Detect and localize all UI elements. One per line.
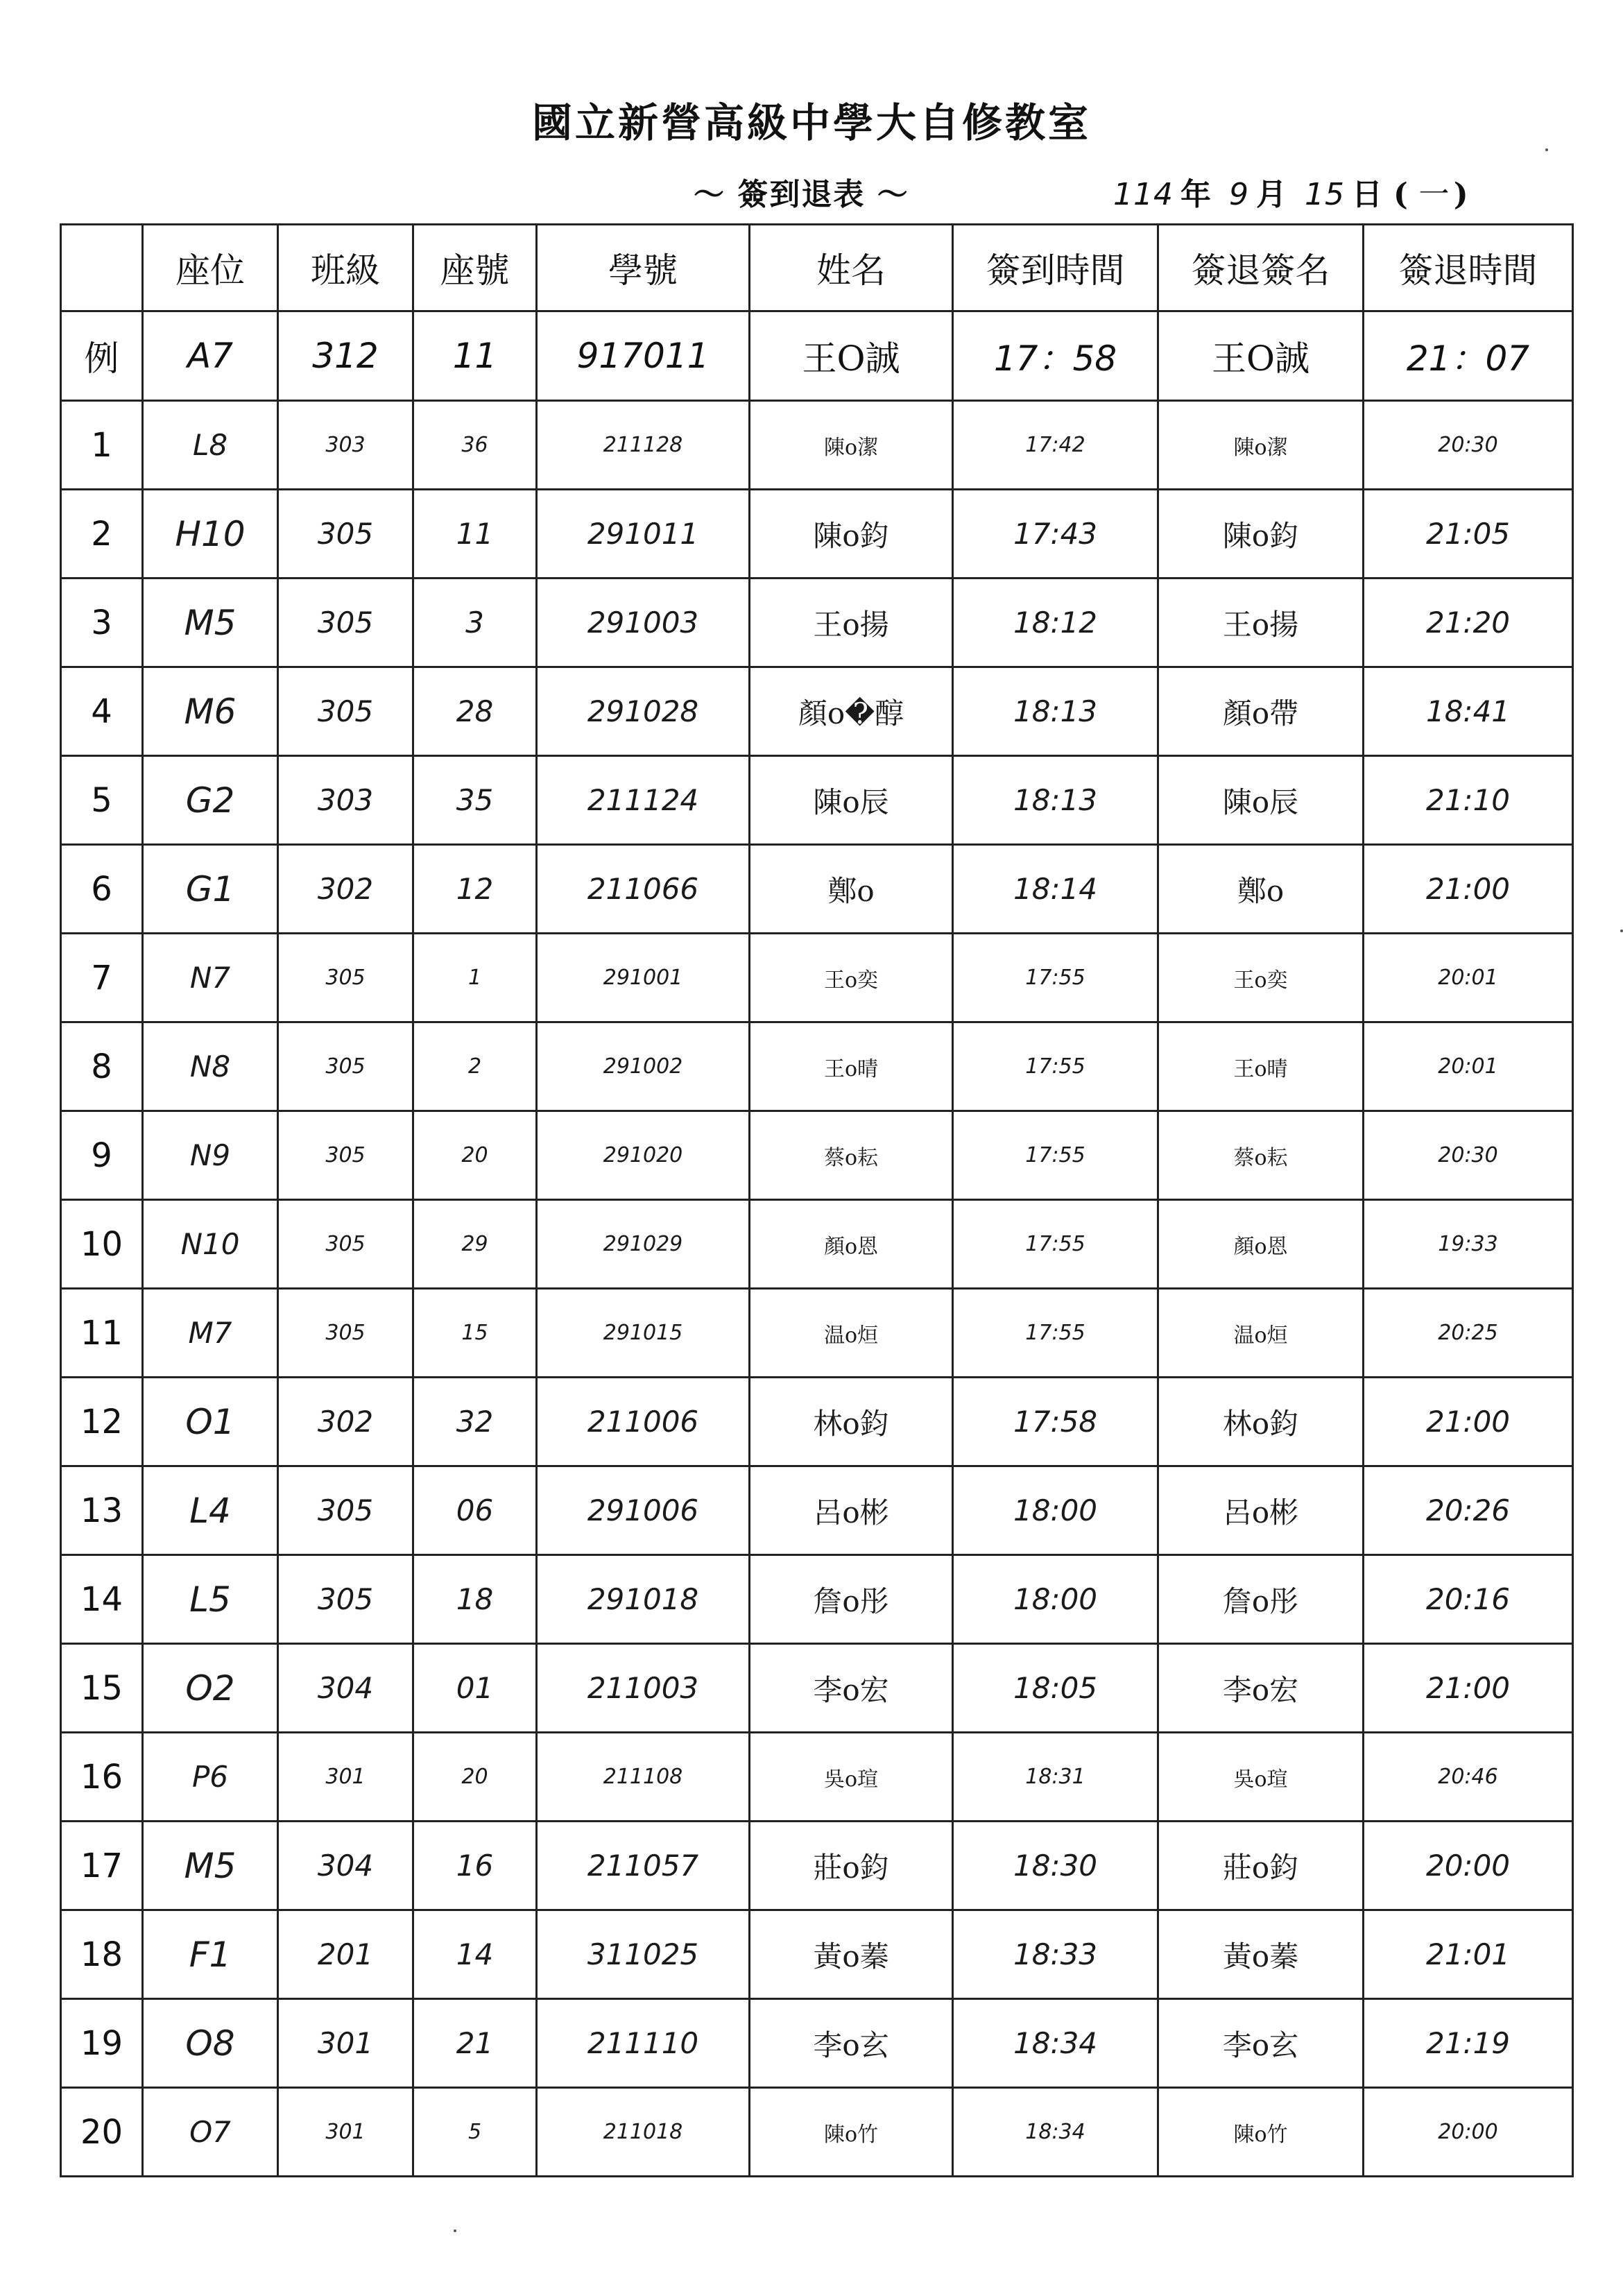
cell-checkout-time: 20:46 xyxy=(1364,1733,1573,1822)
cell-checkout-time: 20:00 xyxy=(1364,2088,1573,2177)
row-number: 8 xyxy=(61,1022,143,1111)
table-row xyxy=(61,1555,1573,1644)
cell-seat: L8 xyxy=(143,401,278,490)
example-seat: A7 xyxy=(143,311,278,401)
cell-seat: N7 xyxy=(143,934,278,1022)
cell-class: 305 xyxy=(278,1555,413,1644)
cell-checkout-signature: 顏o帶 xyxy=(1158,667,1364,756)
cell-student-id: 211128 xyxy=(537,401,750,490)
cell-checkin-time: 17:55 xyxy=(953,1289,1158,1378)
date-day-unit: 日 xyxy=(1351,177,1383,212)
cell-seat-number: 32 xyxy=(413,1378,537,1466)
cell-checkin-time: 18:34 xyxy=(953,2088,1158,2177)
cell-checkout-time: 20:00 xyxy=(1364,1822,1573,1910)
cell-name: 李o玄 xyxy=(750,1999,953,2088)
cell-checkin-time: 17:58 xyxy=(953,1378,1158,1466)
example-student-id: 917011 xyxy=(537,311,750,401)
cell-checkin-time: 17:55 xyxy=(953,1111,1158,1200)
cell-checkout-time: 21:00 xyxy=(1364,845,1573,934)
row-number: 20 xyxy=(61,2088,143,2177)
table-row xyxy=(61,845,1573,934)
cell-checkout-time: 21:20 xyxy=(1364,579,1573,667)
cell-student-id: 211018 xyxy=(537,2088,750,2177)
cell-class: 301 xyxy=(278,1733,413,1822)
row-number: 17 xyxy=(61,1822,143,1910)
cell-seat: O7 xyxy=(143,2088,278,2177)
cell-class: 305 xyxy=(278,934,413,1022)
cell-checkout-time: 20:30 xyxy=(1364,1111,1573,1200)
row-number: 7 xyxy=(61,934,143,1022)
cell-class: 305 xyxy=(278,490,413,579)
row-number: 16 xyxy=(61,1733,143,1822)
row-number: 10 xyxy=(61,1200,143,1289)
cell-student-id: 211057 xyxy=(537,1822,750,1910)
cell-checkout-time: 21:05 xyxy=(1364,490,1573,579)
cell-checkin-time: 18:33 xyxy=(953,1910,1158,1999)
cell-checkin-time: 18:00 xyxy=(953,1466,1158,1555)
cell-checkout-time: 21:10 xyxy=(1364,756,1573,845)
cell-checkin-time: 17:55 xyxy=(953,934,1158,1022)
cell-checkout-signature: 顏o恩 xyxy=(1158,1200,1364,1289)
table-row xyxy=(61,1111,1573,1200)
cell-checkout-time: 20:30 xyxy=(1364,401,1573,490)
cell-seat-number: 29 xyxy=(413,1200,537,1289)
weekday-open-paren: ( xyxy=(1393,177,1409,212)
cell-name: 詹o彤 xyxy=(750,1555,953,1644)
cell-checkout-signature: 吳o瑄 xyxy=(1158,1733,1364,1822)
date-year: 114 xyxy=(1113,177,1174,212)
cell-seat: G1 xyxy=(143,845,278,934)
cell-name: 陳o潔 xyxy=(750,401,953,490)
row-number: 2 xyxy=(61,490,143,579)
cell-checkout-signature: 陳o鈞 xyxy=(1158,490,1364,579)
cell-student-id: 211124 xyxy=(537,756,750,845)
cell-seat-number: 20 xyxy=(413,1111,537,1200)
cell-student-id: 291003 xyxy=(537,579,750,667)
row-number: 12 xyxy=(61,1378,143,1466)
cell-seat-number: 01 xyxy=(413,1644,537,1733)
cell-class: 302 xyxy=(278,845,413,934)
cell-checkout-time: 20:16 xyxy=(1364,1555,1573,1644)
cell-name: 王o奕 xyxy=(750,934,953,1022)
paper-speck xyxy=(1620,929,1623,932)
cell-student-id: 211110 xyxy=(537,1999,750,2088)
cell-checkout-time: 20:25 xyxy=(1364,1289,1573,1378)
cell-checkin-time: 18:12 xyxy=(953,579,1158,667)
cell-student-id: 291002 xyxy=(537,1022,750,1111)
table-row xyxy=(61,1289,1573,1378)
form-date xyxy=(1106,169,1469,214)
table-row xyxy=(61,1999,1573,2088)
header-seat: 座位 xyxy=(143,225,278,311)
cell-checkout-signature: 陳o潔 xyxy=(1158,401,1364,490)
row-number: 19 xyxy=(61,1999,143,2088)
table-row xyxy=(61,934,1573,1022)
cell-checkout-signature: 蔡o耘 xyxy=(1158,1111,1364,1200)
table-row xyxy=(61,756,1573,845)
cell-name: 林o鈞 xyxy=(750,1378,953,1466)
cell-checkout-time: 20:01 xyxy=(1364,1022,1573,1111)
cell-checkout-time: 21:00 xyxy=(1364,1644,1573,1733)
cell-name: 顏o�醇 xyxy=(750,667,953,756)
cell-checkout-signature: 呂o彬 xyxy=(1158,1466,1364,1555)
paper-speck xyxy=(1545,148,1548,151)
table-row xyxy=(61,579,1573,667)
table-row xyxy=(61,1378,1573,1466)
cell-checkin-time: 17:42 xyxy=(953,401,1158,490)
example-row xyxy=(61,311,1573,401)
cell-checkin-time: 18:31 xyxy=(953,1733,1158,1822)
cell-name: 王o揚 xyxy=(750,579,953,667)
table-row xyxy=(61,1022,1573,1111)
cell-class: 305 xyxy=(278,1022,413,1111)
row-number: 1 xyxy=(61,401,143,490)
cell-checkin-time: 18:00 xyxy=(953,1555,1158,1644)
cell-name: 陳o竹 xyxy=(750,2088,953,2177)
cell-seat: M6 xyxy=(143,667,278,756)
cell-name: 李o宏 xyxy=(750,1644,953,1733)
table-row xyxy=(61,2088,1573,2177)
cell-seat-number: 5 xyxy=(413,2088,537,2177)
cell-class: 304 xyxy=(278,1822,413,1910)
header-name: 姓名 xyxy=(750,225,953,311)
cell-checkout-time: 19:33 xyxy=(1364,1200,1573,1289)
cell-student-id: 291018 xyxy=(537,1555,750,1644)
cell-seat: M5 xyxy=(143,1822,278,1910)
date-day: 15 xyxy=(1304,177,1345,212)
cell-checkout-signature: 林o鈞 xyxy=(1158,1378,1364,1466)
date-weekday: 一 xyxy=(1415,177,1447,212)
table-row xyxy=(61,1733,1573,1822)
header-checkout-signature: 簽退簽名 xyxy=(1158,225,1364,311)
cell-checkin-time: 17:55 xyxy=(953,1200,1158,1289)
cell-name: 黃o蓁 xyxy=(750,1910,953,1999)
cell-seat-number: 18 xyxy=(413,1555,537,1644)
cell-checkin-time: 18:13 xyxy=(953,756,1158,845)
cell-checkout-time: 21:00 xyxy=(1364,1378,1573,1466)
cell-checkout-signature: 鄭o xyxy=(1158,845,1364,934)
table-row xyxy=(61,490,1573,579)
cell-checkout-time: 21:19 xyxy=(1364,1999,1573,2088)
cell-checkin-time: 18:13 xyxy=(953,667,1158,756)
cell-student-id: 211006 xyxy=(537,1378,750,1466)
cell-checkout-signature: 詹o彤 xyxy=(1158,1555,1364,1644)
cell-seat: N8 xyxy=(143,1022,278,1111)
example-label: 例 xyxy=(61,311,143,401)
cell-checkout-signature: 莊o鈞 xyxy=(1158,1822,1364,1910)
cell-student-id: 211003 xyxy=(537,1644,750,1733)
cell-checkout-signature: 王o晴 xyxy=(1158,1022,1364,1111)
row-number: 13 xyxy=(61,1466,143,1555)
cell-name: 吳o瑄 xyxy=(750,1733,953,1822)
cell-seat: L5 xyxy=(143,1555,278,1644)
cell-seat: O8 xyxy=(143,1999,278,2088)
cell-class: 302 xyxy=(278,1378,413,1466)
row-number: 3 xyxy=(61,579,143,667)
cell-student-id: 291029 xyxy=(537,1200,750,1289)
row-number: 6 xyxy=(61,845,143,934)
cell-name: 王o晴 xyxy=(750,1022,953,1111)
row-number: 18 xyxy=(61,1910,143,1999)
cell-checkin-time: 17:55 xyxy=(953,1022,1158,1111)
example-checkin-time: 17：58 xyxy=(953,311,1158,401)
cell-seat-number: 20 xyxy=(413,1733,537,1822)
cell-seat: G2 xyxy=(143,756,278,845)
cell-name: 温o烜 xyxy=(750,1289,953,1378)
table-row xyxy=(61,1910,1573,1999)
cell-seat: O2 xyxy=(143,1644,278,1733)
cell-seat: L4 xyxy=(143,1466,278,1555)
date-month: 9 xyxy=(1228,177,1249,212)
cell-seat-number: 3 xyxy=(413,579,537,667)
page-title: 國立新營高級中學大自修教室 xyxy=(531,99,1091,146)
cell-student-id: 291020 xyxy=(537,1111,750,1200)
cell-seat-number: 06 xyxy=(413,1466,537,1555)
cell-checkin-time: 18:34 xyxy=(953,1999,1158,2088)
cell-name: 陳o辰 xyxy=(750,756,953,845)
table-row xyxy=(61,1822,1573,1910)
example-checkout-time: 21：07 xyxy=(1364,311,1573,401)
cell-checkout-signature: 温o烜 xyxy=(1158,1289,1364,1378)
cell-class: 303 xyxy=(278,401,413,490)
cell-student-id: 291028 xyxy=(537,667,750,756)
cell-seat-number: 1 xyxy=(413,934,537,1022)
row-number: 14 xyxy=(61,1555,143,1644)
date-year-unit: 年 xyxy=(1180,177,1212,212)
table-row xyxy=(61,1466,1573,1555)
cell-class: 304 xyxy=(278,1644,413,1733)
cell-class: 305 xyxy=(278,1200,413,1289)
table-row xyxy=(61,667,1573,756)
weekday-close-paren: ) xyxy=(1453,177,1469,212)
header-seat-number: 座號 xyxy=(413,225,537,311)
cell-seat-number: 2 xyxy=(413,1022,537,1111)
cell-name: 陳o鈞 xyxy=(750,490,953,579)
cell-checkout-time: 20:26 xyxy=(1364,1466,1573,1555)
cell-seat: N9 xyxy=(143,1111,278,1200)
header-checkout-time: 簽退時間 xyxy=(1364,225,1573,311)
table-row xyxy=(61,401,1573,490)
row-number: 11 xyxy=(61,1289,143,1378)
row-number: 4 xyxy=(61,667,143,756)
cell-seat-number: 11 xyxy=(413,490,537,579)
header-checkin-time: 簽到時間 xyxy=(953,225,1158,311)
table-row xyxy=(61,1200,1573,1289)
cell-name: 莊o鈞 xyxy=(750,1822,953,1910)
cell-seat-number: 14 xyxy=(413,1910,537,1999)
cell-seat: M7 xyxy=(143,1289,278,1378)
cell-name: 鄭o xyxy=(750,845,953,934)
cell-name: 顏o恩 xyxy=(750,1200,953,1289)
example-checkout-signature: 王O誠 xyxy=(1158,311,1364,401)
row-number: 15 xyxy=(61,1644,143,1733)
cell-student-id: 291006 xyxy=(537,1466,750,1555)
example-number: 11 xyxy=(413,311,537,401)
cell-class: 303 xyxy=(278,756,413,845)
cell-class: 305 xyxy=(278,1289,413,1378)
cell-name: 呂o彬 xyxy=(750,1466,953,1555)
cell-checkout-signature: 李o玄 xyxy=(1158,1999,1364,2088)
cell-seat-number: 36 xyxy=(413,401,537,490)
cell-seat: H10 xyxy=(143,490,278,579)
cell-checkout-signature: 黃o蓁 xyxy=(1158,1910,1364,1999)
cell-class: 305 xyxy=(278,667,413,756)
cell-checkin-time: 18:14 xyxy=(953,845,1158,934)
header-row xyxy=(61,225,1573,311)
header-student-id: 學號 xyxy=(537,225,750,311)
sign-in-table xyxy=(60,223,1574,2177)
row-number: 9 xyxy=(61,1111,143,1200)
cell-seat: N10 xyxy=(143,1200,278,1289)
cell-student-id: 211066 xyxy=(537,845,750,934)
cell-student-id: 291001 xyxy=(537,934,750,1022)
cell-checkout-signature: 陳o竹 xyxy=(1158,2088,1364,2177)
cell-class: 201 xyxy=(278,1910,413,1999)
cell-class: 305 xyxy=(278,579,413,667)
cell-student-id: 291015 xyxy=(537,1289,750,1378)
cell-checkin-time: 18:30 xyxy=(953,1822,1158,1910)
cell-class: 301 xyxy=(278,1999,413,2088)
date-month-unit: 月 xyxy=(1255,177,1287,212)
cell-seat-number: 28 xyxy=(413,667,537,756)
cell-seat: O1 xyxy=(143,1378,278,1466)
cell-seat: P6 xyxy=(143,1733,278,1822)
cell-checkin-time: 18:05 xyxy=(953,1644,1158,1733)
cell-student-id: 311025 xyxy=(537,1910,750,1999)
cell-seat-number: 15 xyxy=(413,1289,537,1378)
cell-student-id: 211108 xyxy=(537,1733,750,1822)
cell-checkout-signature: 王o奕 xyxy=(1158,934,1364,1022)
cell-seat-number: 16 xyxy=(413,1822,537,1910)
cell-checkout-signature: 李o宏 xyxy=(1158,1644,1364,1733)
cell-seat: F1 xyxy=(143,1910,278,1999)
paper-speck xyxy=(454,2229,456,2232)
cell-checkout-time: 20:01 xyxy=(1364,934,1573,1022)
header-class: 班級 xyxy=(278,225,413,311)
cell-name: 蔡o耘 xyxy=(750,1111,953,1200)
cell-seat-number: 12 xyxy=(413,845,537,934)
cell-checkout-time: 18:41 xyxy=(1364,667,1573,756)
cell-checkin-time: 17:43 xyxy=(953,490,1158,579)
cell-student-id: 291011 xyxy=(537,490,750,579)
row-number: 5 xyxy=(61,756,143,845)
example-class: 312 xyxy=(278,311,413,401)
cell-checkout-signature: 王o揚 xyxy=(1158,579,1364,667)
example-name: 王O誠 xyxy=(750,311,953,401)
cell-class: 301 xyxy=(278,2088,413,2177)
header-corner xyxy=(61,225,143,311)
cell-seat-number: 35 xyxy=(413,756,537,845)
cell-class: 305 xyxy=(278,1111,413,1200)
cell-seat-number: 21 xyxy=(413,1999,537,2088)
form-subtitle: ～ 簽到退表 ～ xyxy=(694,177,909,212)
cell-class: 305 xyxy=(278,1466,413,1555)
table-row xyxy=(61,1644,1573,1733)
cell-seat: M5 xyxy=(143,579,278,667)
cell-checkout-time: 21:01 xyxy=(1364,1910,1573,1999)
cell-checkout-signature: 陳o辰 xyxy=(1158,756,1364,845)
